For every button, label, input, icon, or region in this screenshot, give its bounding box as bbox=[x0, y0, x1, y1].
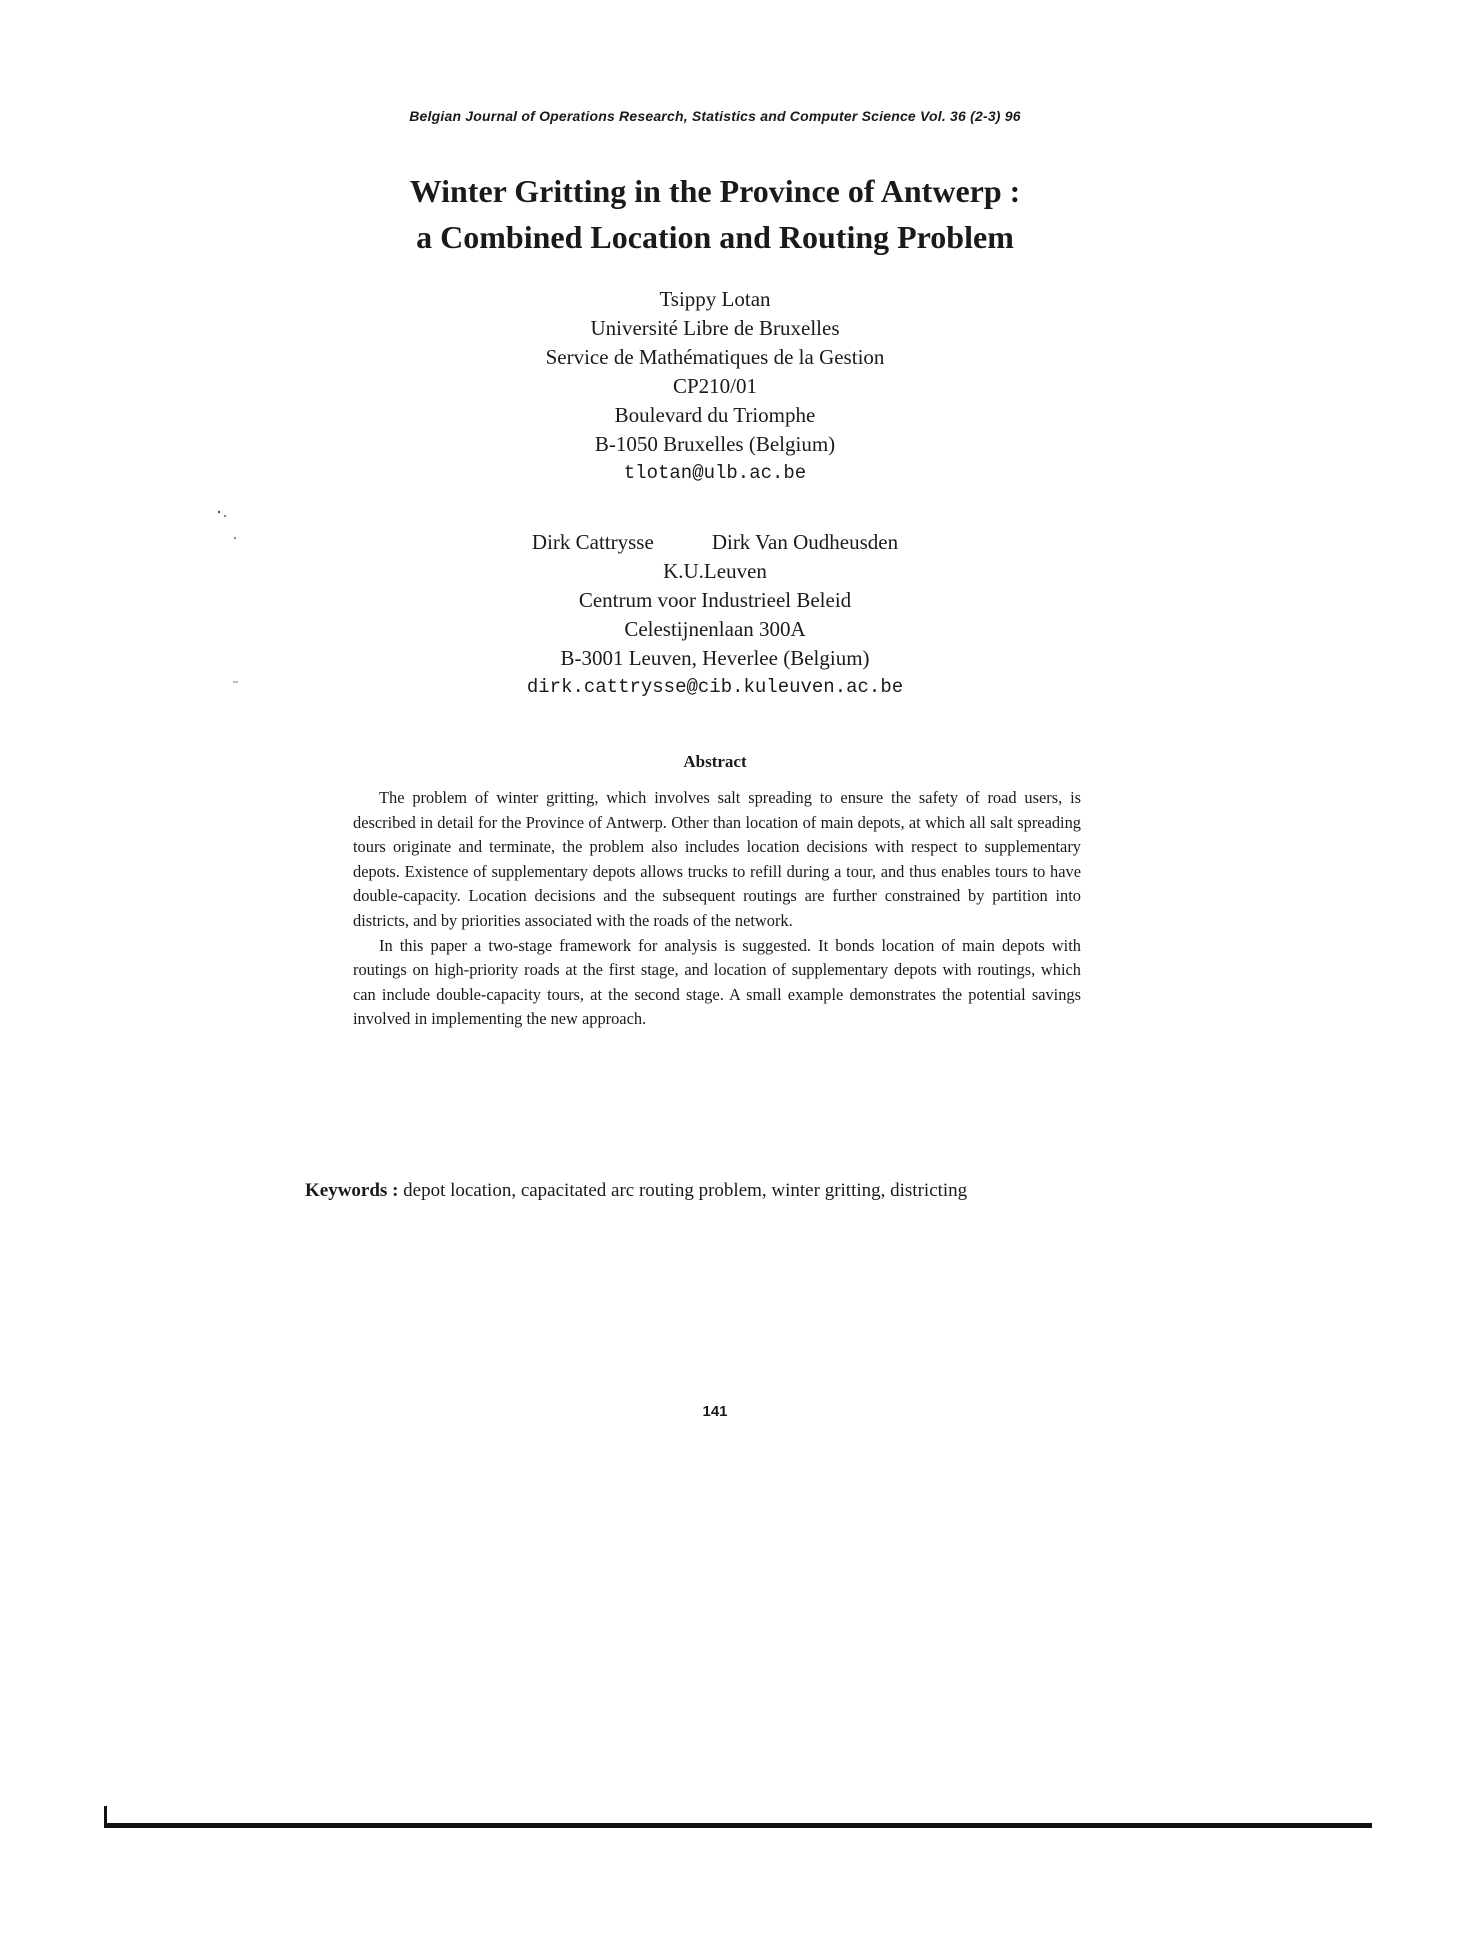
affiliation-line: Université Libre de Bruxelles bbox=[590, 316, 840, 340]
affiliation-line: B-1050 Bruxelles (Belgium) bbox=[594, 432, 836, 456]
keywords-text: depot location, capacitated arc routing problem, winter gritting, districting bbox=[403, 1180, 968, 1201]
keywords bbox=[305, 1180, 1205, 1202]
scan-bottom-rule bbox=[100, 1806, 1372, 1832]
affiliation-line: CP210/01 bbox=[672, 374, 758, 398]
author-name: Dirk Cattrysse bbox=[531, 530, 654, 554]
author-email: dirk.cattrysse@cib.kuleuven.ac.be bbox=[526, 676, 904, 698]
journal-header: Belgian Journal of Operations Research, Statistics and Computer Science Vol. 36 (2-3) 96 bbox=[409, 108, 1021, 124]
author-name: Tsippy Lotan bbox=[659, 287, 771, 311]
affiliation-line: B-3001 Leuven, Heverlee (Belgium) bbox=[560, 646, 870, 670]
affiliation-line: K.U.Leuven bbox=[663, 559, 767, 583]
abstract-paragraph: The problem of winter gritting, which involves salt spreading to ensure the safety of road users, is described in detail for the Province of Antwerp. Other than location of main depots, at which all salt spreading tours originate and terminate, the problem also includes location decisions with respect to supplementary depots. Existence of supplementary depots allows trucks to refill during a tour, and thus enables tours to have double-capacity. Location decisions and the subsequent routings are further constrained by partition into districts, and by priorities associated with the roads of the network. bbox=[353, 788, 1081, 930]
affiliation-line: Celestijnenlaan 300A bbox=[624, 617, 806, 641]
author-name: Dirk Van Oudheusden bbox=[711, 530, 899, 554]
author-email: tlotan@ulb.ac.be bbox=[623, 462, 807, 484]
affiliation-line: Centrum voor Industrieel Beleid bbox=[578, 588, 852, 612]
title-line-1: Winter Gritting in the Province of Antwerp : bbox=[409, 173, 1021, 209]
affiliation-line: Service de Mathématiques de la Gestion bbox=[545, 345, 885, 369]
affiliation-line: Boulevard du Triomphe bbox=[614, 403, 816, 427]
paper-title bbox=[0, 168, 1430, 260]
abstract-heading: Abstract bbox=[683, 752, 747, 771]
affiliation-block-1 bbox=[0, 285, 1430, 488]
abstract-body bbox=[353, 786, 1081, 1032]
title-line-2: a Combined Location and Routing Problem bbox=[416, 219, 1014, 255]
scan-specks bbox=[215, 508, 245, 688]
keywords-label: Keywords : bbox=[305, 1180, 399, 1201]
page-number: 141 bbox=[702, 1403, 728, 1420]
abstract-paragraph: In this paper a two-stage framework for analysis is suggested. It bonds location of main depots with routings on high-priority roads at the first stage, and location of supplementary depots with routings, which can include double-capacity tours, at the second stage. A small example demonstrates the potential savings involved in implementing the new approach. bbox=[353, 935, 1081, 1029]
